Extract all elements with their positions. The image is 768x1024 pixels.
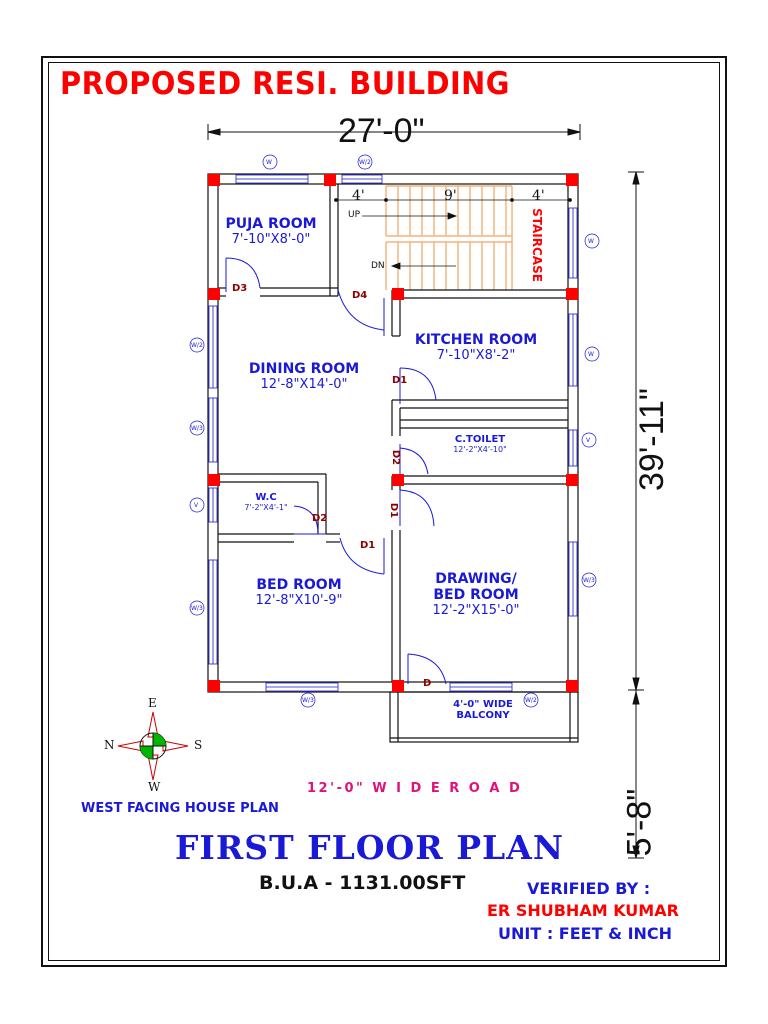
facing-label: WEST FACING HOUSE PLAN	[81, 801, 279, 816]
dining-room-size: 12'-8"X14'-0"	[260, 377, 348, 392]
door-label-d4: D4	[352, 290, 368, 301]
kitchen-room-name: KITCHEN ROOM	[414, 332, 538, 348]
puja-room-name: PUJA ROOM	[225, 216, 317, 232]
kitchen-room	[414, 332, 538, 363]
road-label: 12'-0" W I D E R O A D	[307, 781, 523, 796]
unit-label: UNIT : FEET & INCH	[498, 924, 673, 943]
width-dimension-label: 27'-0"	[338, 112, 425, 150]
common-toilet	[445, 434, 515, 454]
window-label-w2-dining: W/2	[191, 342, 203, 349]
compass-n-label: N	[104, 738, 115, 752]
window-label-w-top: W	[266, 159, 272, 166]
window-label-w-kitchen: W	[588, 351, 594, 358]
window-label-w2-top: W/2	[359, 159, 371, 166]
door-label-d-main: D	[423, 678, 432, 689]
stair-up-label: UP	[348, 210, 361, 220]
window-label-w3-dining: W/3	[191, 425, 203, 432]
depth-dimension	[628, 172, 644, 858]
bed-room-size: 12'-8"X10'-9"	[255, 593, 343, 608]
compass-w-label: W	[148, 780, 161, 794]
stair-dim-mid: 9'	[444, 188, 457, 204]
window-label-w3-bottom: W/3	[302, 697, 314, 704]
bed-room-name: BED ROOM	[256, 577, 342, 593]
bua-label: B.U.A - 1131.00SFT	[259, 872, 466, 894]
door-swings	[226, 258, 446, 684]
door-label-d2-toilet: D2	[390, 449, 402, 466]
balcony-line-2: BALCONY	[456, 710, 510, 721]
window-label-w3-drawing: W/3	[583, 577, 595, 584]
balcony-dimension-label: 5'-8"	[620, 788, 659, 857]
engineer-name: ER SHUBHAM KUMAR	[487, 901, 679, 920]
drawing-room-size: 12'-2"X15'-0"	[432, 603, 520, 618]
ctoilet-size: 12'-2"X4'-10"	[453, 445, 507, 454]
bed-room	[244, 577, 354, 608]
window-label-w2-balcony: W/2	[525, 697, 537, 704]
dining-room-name: DINING ROOM	[248, 361, 360, 377]
window-label-v-toilet: V	[586, 437, 591, 444]
drawing-room-name-1: DRAWING/	[435, 571, 517, 587]
drawing-room-name-2: BED ROOM	[433, 587, 519, 603]
door-label-d3: D3	[232, 283, 248, 294]
window-label-v-wc: V	[194, 502, 199, 509]
stair-dim-right: 4'	[532, 188, 545, 204]
drawing-room	[424, 571, 528, 618]
wc-room	[236, 492, 296, 512]
balcony	[440, 699, 526, 721]
wc-size: 7'-2"X4'-1"	[244, 503, 288, 512]
wc-name: W.C	[255, 492, 277, 503]
puja-room-size: 7'-10"X8'-0"	[231, 232, 311, 247]
window-label-w3-bed: W/3	[191, 605, 203, 612]
door-label-d1-kitchen: D1	[392, 375, 408, 386]
puja-room	[225, 216, 317, 247]
compass-icon	[118, 712, 188, 780]
staircase-label: STAIRCASE	[529, 208, 544, 282]
dining-room	[244, 361, 364, 392]
plan-title: FIRST FLOOR PLAN	[175, 828, 564, 867]
verified-by-label: VERIFIED BY :	[527, 879, 651, 898]
stair-dim-left: 4'	[352, 188, 365, 204]
kitchen-room-size: 7'-10"X8'-2"	[436, 348, 516, 363]
stair-dn-label: DN	[371, 261, 385, 271]
door-label-d1-drawing: D1	[388, 502, 400, 519]
page-title: PROPOSED RESI. BUILDING	[60, 66, 510, 102]
compass-s-label: S	[194, 738, 203, 752]
depth-dimension-label: 39'-11"	[633, 388, 671, 491]
balcony-line-1: 4'-0" WIDE	[453, 699, 513, 710]
compass-e-label: E	[148, 696, 157, 710]
door-label-d2-wc: D2	[312, 513, 328, 524]
door-label-d1-bed: D1	[360, 540, 376, 551]
ctoilet-name: C.TOILET	[454, 434, 506, 445]
window-label-w-stair: W	[588, 238, 594, 245]
